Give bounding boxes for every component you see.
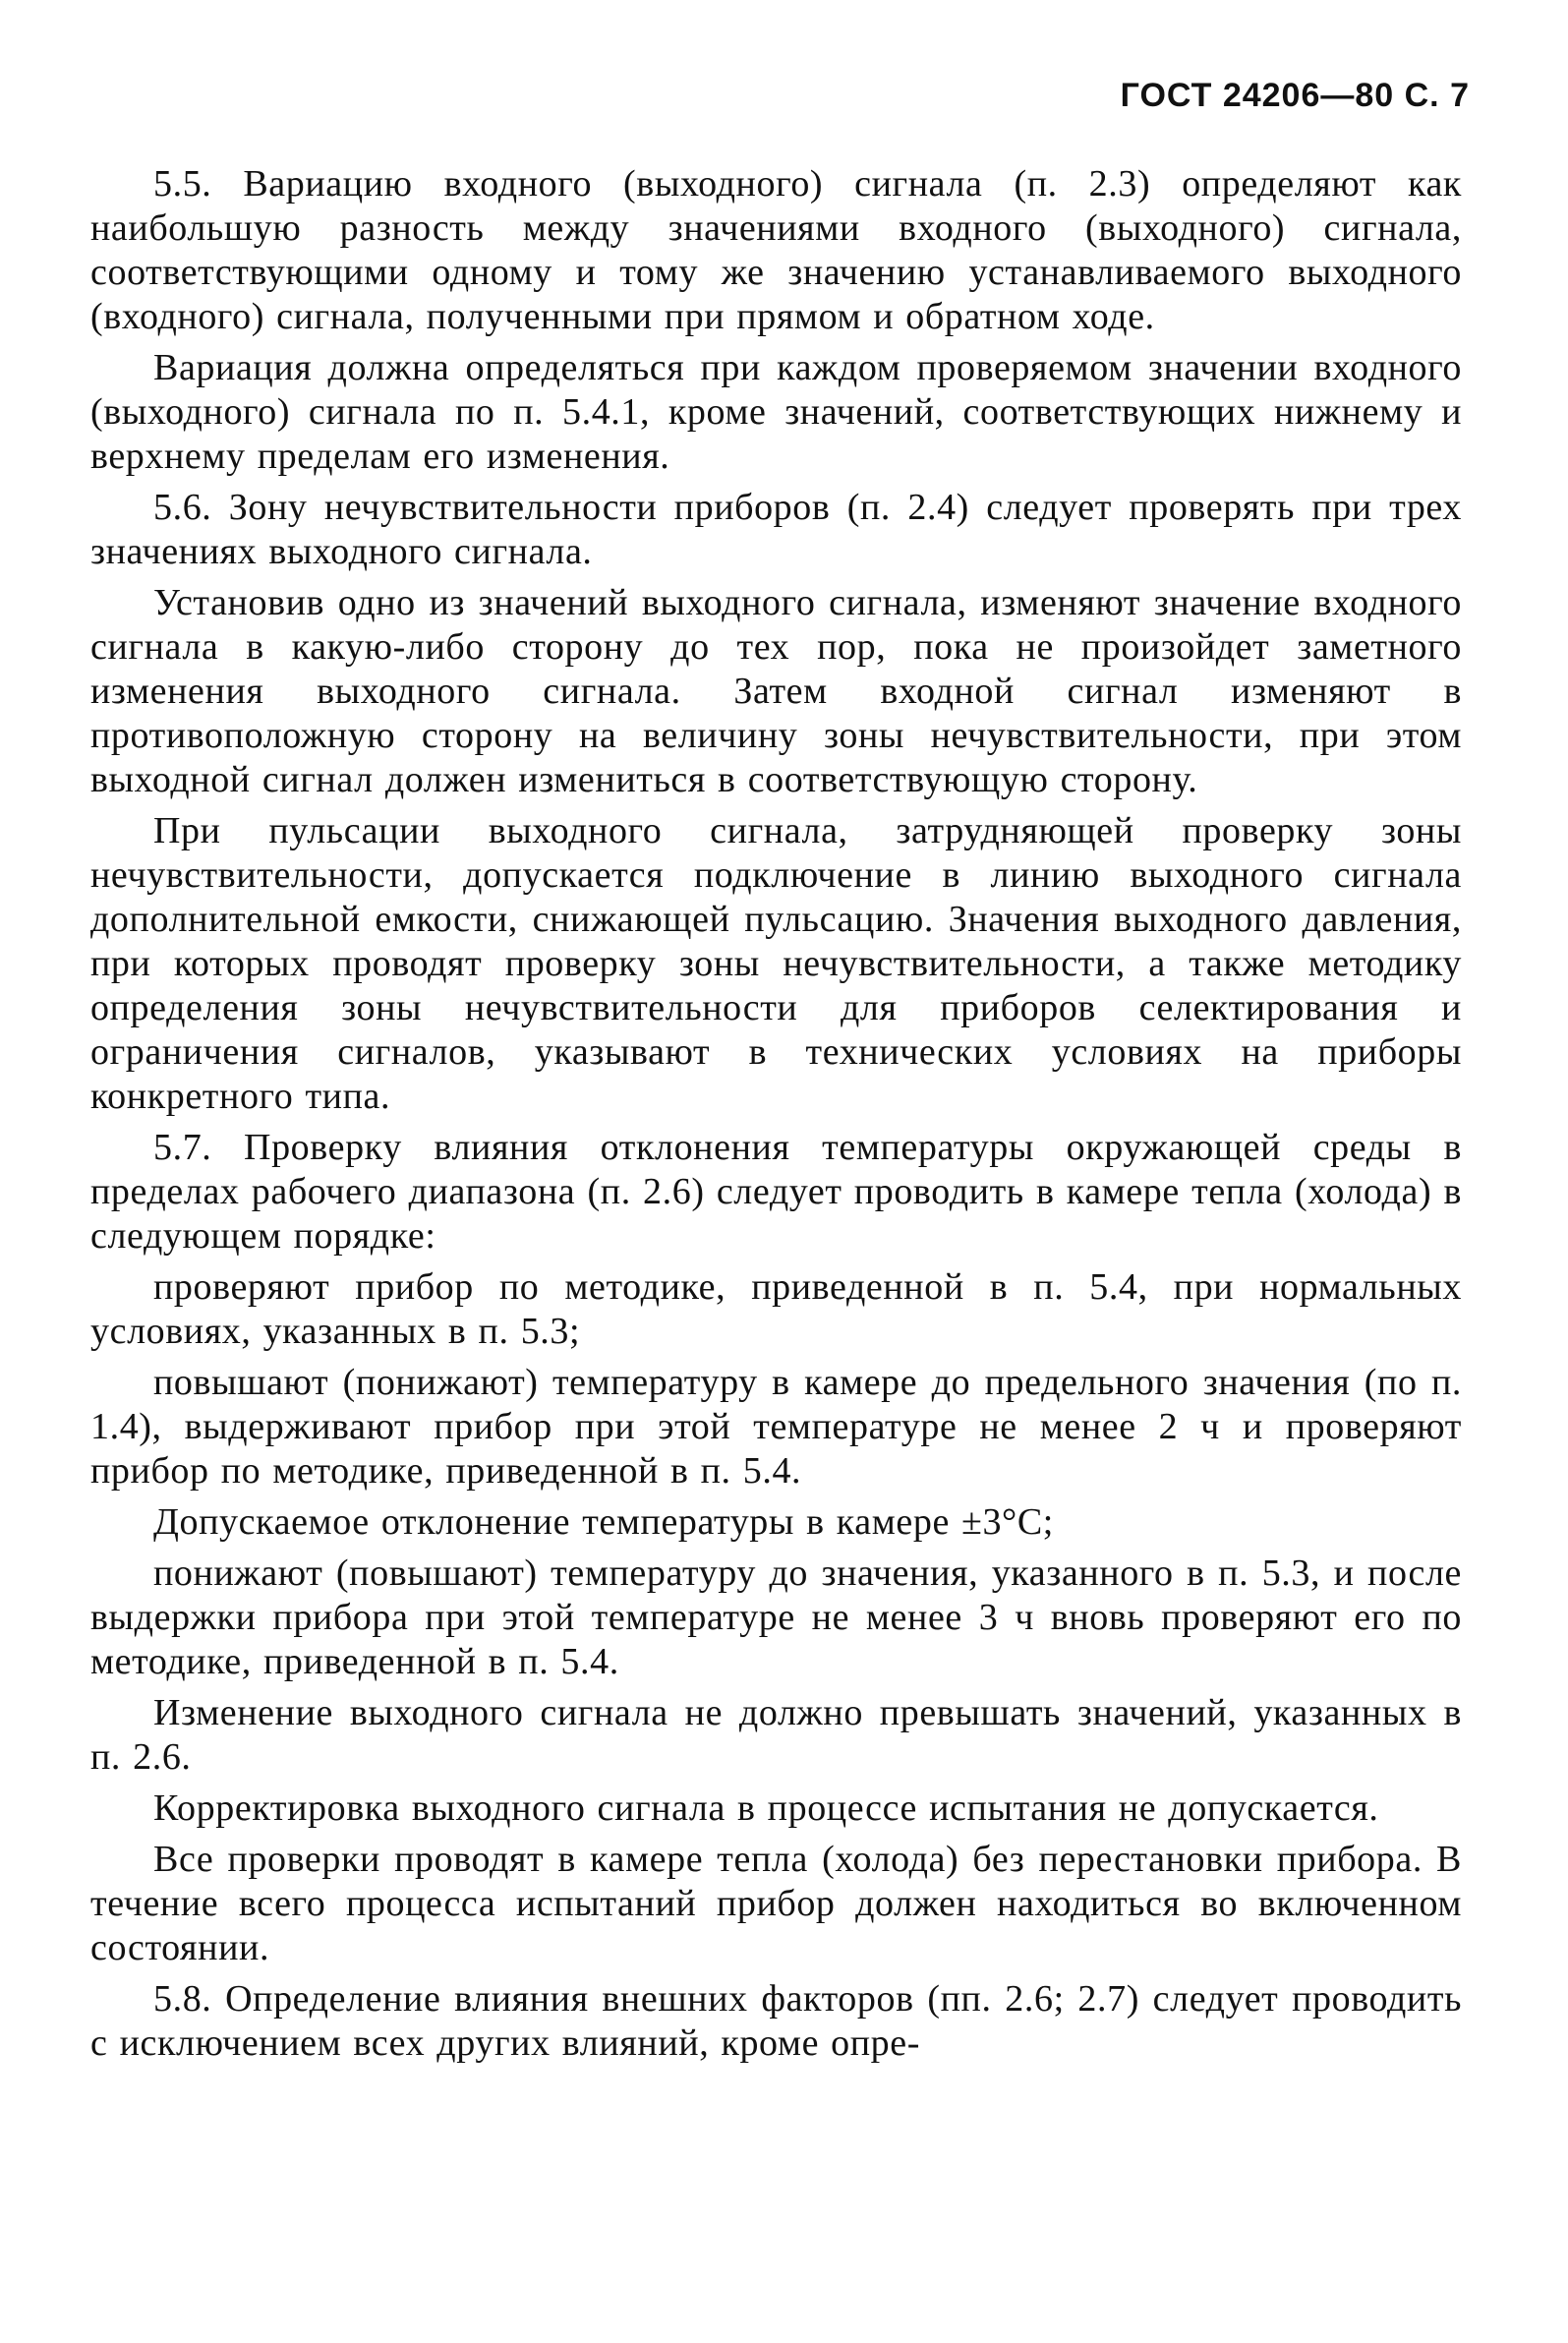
paragraph-5-6: 5.6. Зону нечувствительности приборов (п. 2.4) следует проверять при трех значениях выходного сигнала. (90, 487, 1462, 572)
paragraph-all-checks: Все проверки проводят в камере тепла (холода) без перестановки прибора. В течение всего процесса испытаний прибор должен находиться во включенном состоянии. (90, 1839, 1462, 1968)
page-body (90, 162, 1462, 2073)
running-header: ГОСТ 24206—80 С. 7 (1120, 77, 1470, 114)
paragraph-tolerance: Допускаемое отклонение температуры в камере ±3°С; (153, 1501, 1054, 1543)
paragraph-5-8: 5.8. Определение влияния внешних факторов (пп. 2.6; 2.7) следует проводить с исключением всех других влияний, кроме опре- (90, 1978, 1462, 2064)
paragraph-pulsation: При пульсации выходного сигнала, затрудняющей проверку зоны нечувствительности, допускается подключение в линию выходного сигнала дополнительной емкости, снижающей пульсацию. Значения выходного давления, при которых проводят проверку зоны нечувствительности, а также методику определения зоны нечувствительности для приборов селектирования и ограничения сигналов, указывают в технических условиях на приборы конкретного типа. (90, 810, 1462, 1117)
paragraph-lower-temperature: понижают (повышают) температуру до значения, указанного в п. 5.3, и после выдержки прибора при этой температуре не менее 3 ч вновь проверяют его по методике, приведенной в п. 5.4. (90, 1552, 1462, 1682)
paragraph-raise-temperature: повышают (понижают) температуру в камере до предельного значения (по п. 1.4), выдерживают прибор при этой температуре не менее 2 ч и проверяют прибор по методике, приведенной в п. 5.4. (90, 1362, 1462, 1492)
paragraph-5-5: 5.5. Вариацию входного (выходного) сигнала (п. 2.3) определяют как наибольшую разность между значениями входного (выходного) сигнала, соответствующими одному и тому же значению устанавливаемого выходного (входного) сигнала, полученными при прямом и обратном ходе. (90, 163, 1462, 337)
paragraph-dead-zone-procedure: Установив одно из значений выходного сигнала, изменяют значение входного сигнала в какую-либо сторону до тех пор, пока не произойдет заметного изменения выходного сигнала. Затем входной сигнал изменяют в противоположную сторону на величину зоны нечувствительности, при этом выходной сигнал должен измениться в соответствующую сторону. (90, 582, 1462, 800)
paragraph-output-change: Изменение выходного сигнала не должно превышать значений, указанных в п. 2.6. (90, 1692, 1462, 1778)
paragraph-variation: Вариация должна определяться при каждом проверяемом значении входного (выходного) сигнала по п. 5.4.1, кроме значений, соответствующих нижнему и верхнему пределам его изменения. (90, 347, 1462, 477)
paragraph-normal-check: проверяют прибор по методике, приведенной в п. 5.4, при нормальных условиях, указанных в п. 5.3; (90, 1266, 1462, 1352)
paragraph-5-7: 5.7. Проверку влияния отклонения температуры окружающей среды в пределах рабочего диапазона (п. 2.6) следует проводить в камере тепла (холода) в следующем порядке: (90, 1127, 1462, 1257)
paragraph-correction: Корректировка выходного сигнала в процессе испытания не допускается. (153, 1787, 1379, 1829)
